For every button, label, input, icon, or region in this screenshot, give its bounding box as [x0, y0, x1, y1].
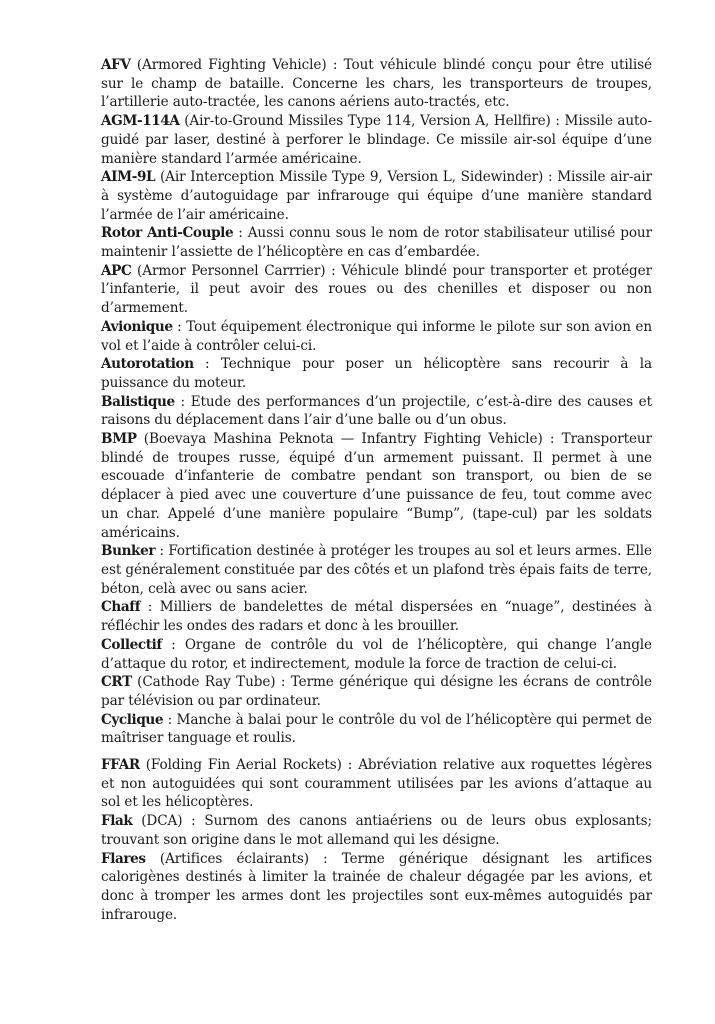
glossary-definition: : Fortification destinée à protéger les troupes au sol et leurs armes. Elle est généralement constituée par des côtés et un plafond très épais faits de terre, béton, celà avec ou sans acier. — [101, 543, 652, 597]
glossary-term: Collectif — [101, 636, 162, 653]
glossary-entry-autorotation — [101, 355, 652, 392]
glossary-definition: : Organe de contrôle du vol de l’hélicoptère, qui change l’angle d’attaque du rotor, et indirectement, module la force de traction de celui-ci. — [101, 636, 652, 672]
glossary-entry-apc — [101, 262, 652, 318]
glossary-definition: : Aussi connu sous le nom de rotor stabilisateur utilisé pour maintenir l’assiette de l’hélicoptère en cas d’embardée. — [101, 225, 652, 261]
glossary-definition: : Tout équipement électronique qui informe le pilote sur son avion en vol et l’aide à contrôler celui-ci. — [101, 318, 652, 354]
glossary-term: Flak — [101, 813, 133, 830]
glossary-term: FFAR — [101, 757, 140, 774]
glossary-entry-bunker — [101, 542, 652, 598]
glossary-entry-flak — [101, 812, 652, 849]
glossary-term: Avionique — [101, 318, 173, 335]
glossary-entry-bmp — [101, 430, 652, 542]
glossary — [101, 56, 652, 924]
glossary-term: Flares — [101, 850, 146, 867]
glossary-entry-balistique — [101, 393, 652, 430]
glossary-definition: : Milliers de bandelettes de métal dispersées en “nuage”, destinées à réfléchir les ondes des radars et donc à les brouiller. — [101, 599, 652, 635]
glossary-definition: : Etude des performances d’un projectile, c’est-à-dire des causes et raisons du déplacement dans l’air d’une balle ou d’un obus. — [101, 393, 652, 429]
glossary-entry-flares — [101, 850, 652, 925]
glossary-definition: (Air Interception Missile Type 9, Version L, Sidewinder) : Missile air-air à système d’autoguidage par infrarouge qui équipe d’une manière standard l’armée de l’air américaine. — [101, 169, 652, 223]
glossary-entry-crt — [101, 673, 652, 710]
glossary-entry-cyclique — [101, 711, 652, 748]
glossary-entry-chaff — [101, 598, 652, 635]
glossary-definition: (Armored Fighting Vehicle) : Tout véhicule blindé conçu pour être utilisé sur le champ de bataille. Concerne les chars, les transporteurs de troupes, l’artillerie auto-tractée, les canons aériens auto-tractés, etc. — [101, 57, 652, 111]
glossary-definition: (Armor Personnel Carrrier) : Véhicule blindé pour transporter et protéger l’infanterie, il peut avoir des roues ou des chenilles et disposer ou non d’armement. — [101, 262, 652, 317]
glossary-term: CRT — [101, 674, 132, 691]
glossary-entry-avionique — [101, 318, 652, 355]
glossary-term: Rotor Anti-Couple — [101, 225, 234, 242]
glossary-term: Chaff — [101, 599, 141, 616]
glossary-entry-afv — [101, 56, 652, 112]
glossary-entry-aim-9l — [101, 168, 652, 224]
glossary-definition: : Manche à balai pour le contrôle du vol de l’hélicoptère qui permet de maîtriser tanguage et roulis. — [101, 711, 652, 747]
glossary-definition: : Technique pour poser un hélicoptère sans recourir à la puissance du moteur. — [101, 356, 652, 391]
glossary-definition: (Artifices éclairants) : Terme générique désignant les artifices calorigènes destinés à limiter la trainée de chaleur dégagée par les avions, et donc à tromper les armes dont les projectiles sont eux-mêmes autoguidés par infrarouge. — [101, 850, 652, 923]
glossary-definition: (Boevaya Mashina Peknota — Infantry Fighting Vehicle) : Transporteur blindé de troupes russe, équipé d’un armement puissant. Il permet à une escouade d’infanterie de combatre pendant son transport, ou bien de se déplacer à pied avec une couverture d’une puissance de feu, tout comme avec un char. Appelé d’une manière populaire “Bump”, (tape-cul) par les soldats américains. — [101, 431, 652, 541]
glossary-term: AGM-114A — [101, 113, 180, 130]
glossary-definition: (DCA) : Surnom des canons antiaériens ou de leurs obus explosants; trouvant son origine dans le mot allemand qui les désigne. — [101, 813, 652, 848]
glossary-entry-agm-114a — [101, 112, 652, 168]
glossary-term: AIM-9L — [101, 169, 156, 186]
glossary-term: Autorotation — [101, 356, 194, 373]
glossary-term: AFV — [101, 57, 131, 73]
glossary-definition: (Cathode Ray Tube) : Terme générique qui désigne les écrans de contrôle par télévision ou par ordinateur. — [101, 674, 652, 709]
glossary-entry-rotor-anti-couple — [101, 224, 652, 261]
glossary-term: APC — [101, 262, 132, 279]
glossary-term: Cyclique — [101, 711, 164, 728]
glossary-term: Bunker — [101, 543, 156, 560]
glossary-definition: (Air-to-Ground Missiles Type 114, Version A, Hellfire) : Missile auto-guidé par laser, destiné à perforer le blindage. Ce missile air-sol équipe d’une manière standard l’armée américaine. — [101, 113, 652, 167]
glossary-entry-ffar — [101, 756, 652, 812]
glossary-term: BMP — [101, 431, 137, 448]
glossary-term: Balistique — [101, 393, 175, 410]
glossary-entry-collectif — [101, 636, 652, 673]
glossary-definition: (Folding Fin Aerial Rockets) : Abréviation relative aux roquettes légères et non autoguidées qui sont couramment utilisées par les avions d’attaque au sol et les hélicoptères. — [101, 757, 652, 811]
